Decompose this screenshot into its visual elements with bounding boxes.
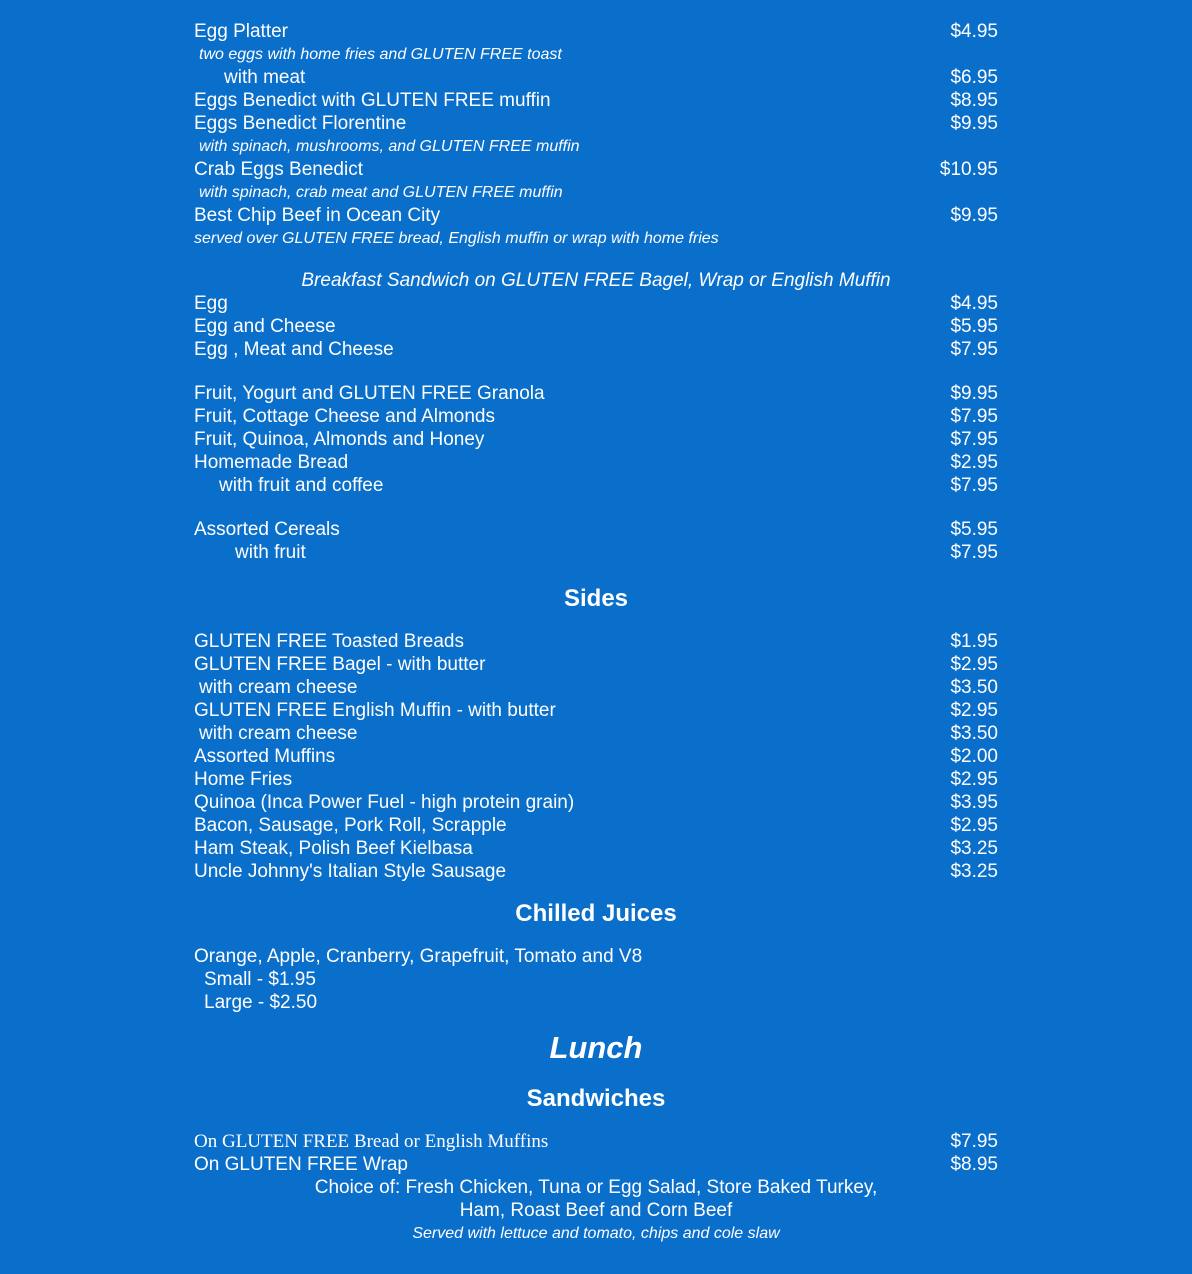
served-with-note: Served with lettuce and tomato, chips and cole slaw [412,1225,780,1242]
juice-size [194,968,998,991]
item-name: Assorted Muffins [194,746,336,767]
item-name: Ham Steak, Polish Beef Kielbasa [194,838,473,859]
item-name: Egg [194,293,228,314]
item-name: GLUTEN FREE Bagel - with butter [194,654,486,675]
item-description: with spinach, crab meat and GLUTEN FREE muffin [199,184,563,201]
item-price: $5.95 [950,519,998,540]
menu-item [194,653,998,676]
item-name: Quinoa (Inca Power Fuel - high protein grain) [194,792,575,813]
item-description: two eggs with home fries and GLUTEN FREE toast [199,46,562,63]
item-name: On GLUTEN FREE Bread or English Muffins [194,1131,549,1152]
item-price: $7.95 [950,1131,998,1152]
item-name: Egg Platter [194,21,288,42]
item-description: with spinach, mushrooms, and GLUTEN FREE muffin [199,138,580,155]
item-name: Fruit, Cottage Cheese and Almonds [194,406,496,427]
item-name: Uncle Johnny's Italian Style Sausage [194,861,507,882]
item-name: GLUTEN FREE English Muffin - with butter [194,700,556,721]
item-name: with fruit and coffee [219,475,384,496]
item-price: $7.95 [950,475,998,496]
item-name: Best Chip Beef in Ocean City [194,205,441,226]
item-name: Homemade Bread [194,452,349,473]
lunch-title: Lunch [549,1030,643,1065]
menu-item [194,474,998,497]
item-name: with meat [224,67,306,88]
item-name: Eggs Benedict with GLUTEN FREE muffin [194,90,551,111]
item-price: $8.95 [950,90,998,111]
item-price: $3.25 [950,861,998,882]
menu-item [194,722,998,745]
menu-item [194,1130,998,1153]
item-name: Bacon, Sausage, Pork Roll, Scrapple [194,815,507,836]
item-price: $7.95 [950,429,998,450]
item-price: $2.95 [950,452,998,473]
menu-item [194,66,998,89]
menu-item [194,541,998,564]
item-price: $3.25 [950,838,998,859]
item-price: $3.50 [950,723,998,744]
menu-item [194,338,998,361]
menu-item [194,20,998,43]
menu-item [194,405,998,428]
item-name: Crab Eggs Benedict [194,159,363,180]
item-name: Home Fries [194,769,293,790]
item-name: Eggs Benedict Florentine [194,113,407,134]
menu-item [194,315,998,338]
menu-item [194,382,998,405]
menu-item [194,814,998,837]
item-name: Assorted Cereals [194,519,340,540]
item-price: $6.95 [950,67,998,88]
menu-item [194,112,998,135]
item-price: $5.95 [950,316,998,337]
juice-list [194,945,998,968]
item-price: $9.95 [950,205,998,226]
item-price: $2.95 [950,815,998,836]
item-price: $2.95 [950,700,998,721]
item-price: $2.95 [950,769,998,790]
item-price: $7.95 [950,542,998,563]
menu-item [194,745,998,768]
item-name: On GLUTEN FREE Wrap [194,1154,408,1175]
item-price: $8.95 [950,1154,998,1175]
breakfast-sandwich-heading: Breakfast Sandwich on GLUTEN FREE Bagel, Wrap or English Muffin [301,270,891,291]
item-price: $9.95 [950,383,998,404]
sides-title: Sides [563,585,629,612]
item-price: $7.95 [950,339,998,360]
item-price: $4.95 [950,293,998,314]
juice-large: Large - $2.50 [204,992,318,1013]
juice-small: Small - $1.95 [204,969,316,990]
menu-item [194,89,998,112]
menu-item [194,837,998,860]
menu-item [194,699,998,722]
item-description: served over GLUTEN FREE bread, English muffin or wrap with home fries [194,230,719,247]
item-price: $2.00 [950,746,998,767]
menu-item [194,451,998,474]
menu-item [194,292,998,315]
menu-item [194,428,998,451]
item-name: with cream cheese [199,677,358,698]
item-name: with fruit [235,542,306,563]
spacer [194,930,998,945]
menu-item [194,518,998,541]
item-name: with cream cheese [199,723,358,744]
menu-item [194,860,998,883]
menu-item [194,768,998,791]
item-price: $2.95 [950,654,998,675]
item-price: $1.95 [950,631,998,652]
spacer [194,361,998,382]
menu-item [194,630,998,653]
juices-title: Chilled Juices [515,900,677,927]
juice-size [194,991,998,1014]
menu-item [194,676,998,699]
juice-list-text: Orange, Apple, Cranberry, Grapefruit, Tomato and V8 [194,946,643,967]
spacer [194,615,998,630]
menu [194,20,998,1245]
spacer [194,1115,998,1130]
item-price: $3.50 [950,677,998,698]
item-name: Egg , Meat and Cheese [194,339,394,360]
item-price: $10.95 [939,159,998,180]
sandwich-choices-cont: Ham, Roast Beef and Corn Beef [459,1200,733,1221]
item-name: Fruit, Quinoa, Almonds and Honey [194,429,485,450]
menu-item [194,1153,998,1176]
item-price: $4.95 [950,21,998,42]
item-name: Fruit, Yogurt and GLUTEN FREE Granola [194,383,545,404]
item-name: Egg and Cheese [194,316,336,337]
sandwiches-title: Sandwiches [526,1085,666,1112]
item-price: $9.95 [950,113,998,134]
menu-item [194,158,998,181]
menu-item [194,204,998,227]
item-price: $7.95 [950,406,998,427]
menu-item [194,791,998,814]
spacer [194,497,998,518]
item-name: GLUTEN FREE Toasted Breads [194,631,464,652]
item-price: $3.95 [950,792,998,813]
sandwich-choices: Choice of: Fresh Chicken, Tuna or Egg Salad, Store Baked Turkey, [314,1177,878,1198]
